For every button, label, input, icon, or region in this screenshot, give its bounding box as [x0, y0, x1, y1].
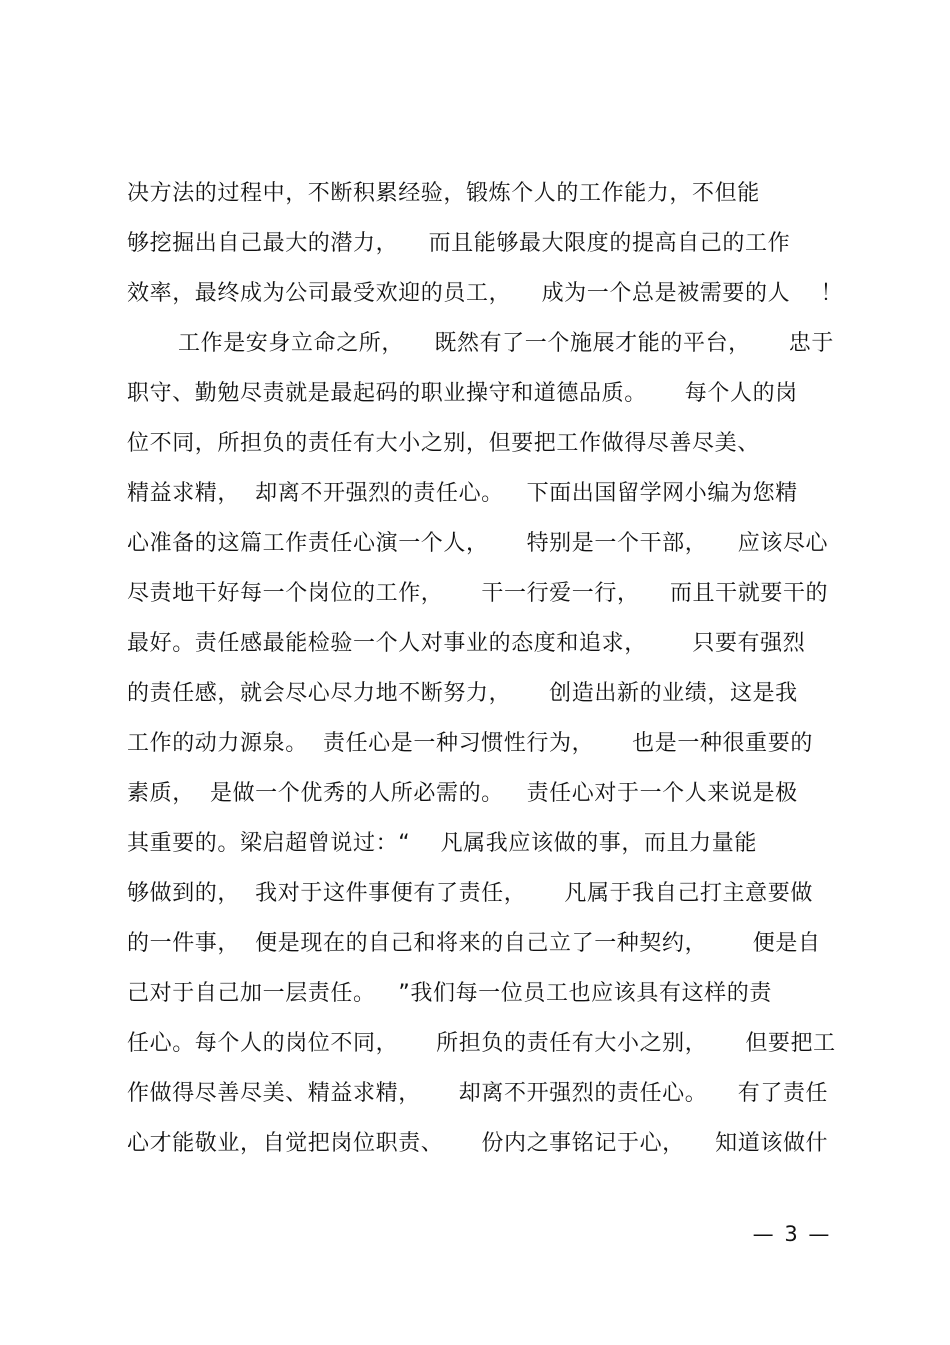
- paragraph-first-line: 工作是安身立命之所， 既然有了一个施展才能的平台， 忠于: [178, 331, 834, 356]
- text-line: 决方法的过程中，不断积累经验，锻炼个人的工作能力，不但能: [127, 181, 760, 206]
- text-line: 最好。责任感最能检验一个人对事业的态度和追求， 只要有强烈: [127, 631, 806, 656]
- text-line: 己对于自己加一层责任。 ”我们每一位员工也应该具有这样的责: [127, 981, 772, 1006]
- text-line: 任心。每个人的岗位不同， 所担负的责任有大小之别， 但要把工: [127, 1031, 836, 1056]
- text-line: 尽责地干好每一个岗位的工作， 干一行爱一行， 而且干就要干的: [127, 581, 829, 606]
- text-line: 素质， 是做一个优秀的人所必需的。 责任心对于一个人来说是极: [127, 781, 798, 806]
- text-line: 其重要的。梁启超曾说过：“ 凡属我应该做的事，而且力量能: [127, 831, 757, 856]
- text-line: 位不同，所担负的责任有大小之别，但要把工作做得尽善尽美、: [127, 431, 760, 456]
- text-line: 职守、勤勉尽责就是最起码的职业操守和道德品质。 每个人的岗: [127, 381, 798, 406]
- text-line: 够做到的， 我对于这件事便有了责任， 凡属于我自己打主意要做: [127, 881, 813, 906]
- text-line: 的一件事， 便是现在的自己和将来的自己立了一种契约， 便是自: [127, 931, 821, 956]
- text-line: 的责任感，就会尽心尽力地不断努力， 创造出新的业绩，这是我: [127, 681, 798, 706]
- text-line: 精益求精， 却离不开强烈的责任心。 下面出国留学网小编为您精: [127, 481, 798, 506]
- text-line: 工作的动力源泉。 责任心是一种习惯性行为， 也是一种很重要的: [127, 731, 813, 756]
- text-line: 心才能敬业，自觉把岗位职责、 份内之事铭记于心， 知道该做什: [127, 1131, 829, 1156]
- page-number: — 3 —: [752, 1222, 832, 1246]
- text-line: 心准备的这篇工作责任心演一个人， 特别是一个干部， 应该尽心: [127, 531, 829, 556]
- text-line: 够挖掘出自己最大的潜力， 而且能够最大限度的提高自己的工作: [127, 231, 791, 256]
- text-line: 效率，最终成为公司最受欢迎的员工， 成为一个总是被需要的人 ！: [127, 281, 844, 306]
- text-line: 作做得尽善尽美、精益求精， 却离不开强烈的责任心。 有了责任: [127, 1081, 829, 1106]
